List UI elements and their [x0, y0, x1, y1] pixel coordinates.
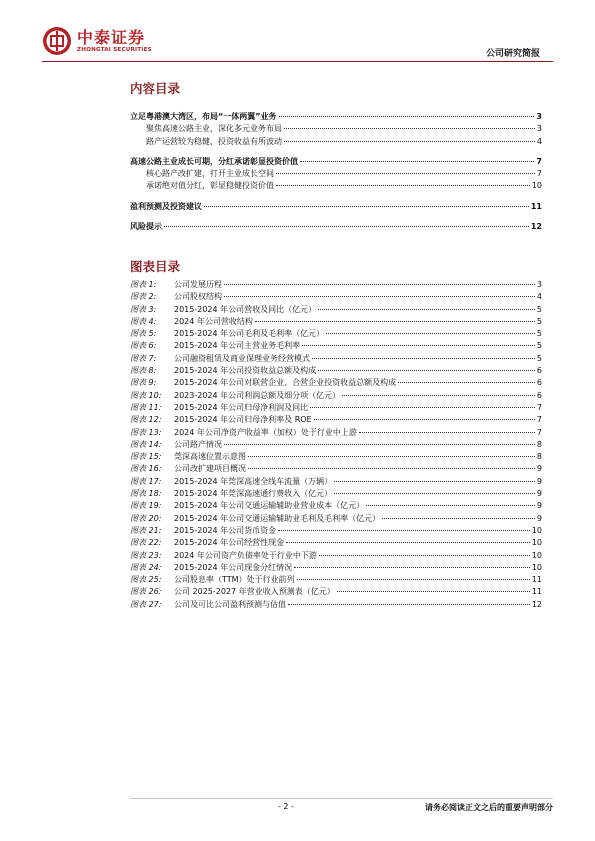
figure-entry-page: 8	[536, 439, 542, 449]
figure-entry[interactable]	[130, 562, 542, 574]
toc-entry-page: 4	[536, 136, 542, 146]
figure-entry[interactable]	[130, 513, 542, 525]
figure-entry-label: 公司改扩建项目概况	[174, 464, 246, 474]
dot-leader	[297, 579, 530, 580]
toc-entry-page: 3	[536, 112, 542, 121]
contents-list	[130, 111, 542, 233]
figure-entry[interactable]	[130, 451, 542, 463]
figure-entry-page: 10	[531, 538, 542, 548]
figure-entry-label: 2015-2024 年公司对联营企业、合营企业投资收益总额及构成	[174, 378, 397, 388]
figure-entry-page: 7	[536, 402, 542, 412]
figure-entry-page: 5	[536, 329, 542, 339]
dot-leader	[204, 206, 529, 207]
figure-entry[interactable]	[130, 291, 542, 303]
figure-entry-label: 2024 年公司净资产收益率（加权）处于行业中上游	[174, 427, 357, 437]
figure-entry-number: 图表 10:	[130, 390, 162, 400]
logo-english-name: ZHONGTAI SECURITIES	[77, 46, 152, 53]
figure-entry[interactable]	[130, 353, 542, 365]
figure-entry-number: 图表 9:	[130, 378, 157, 388]
dot-leader	[248, 456, 535, 457]
toc-entry[interactable]	[130, 168, 542, 180]
toc-entry-page: 7	[536, 169, 542, 179]
figure-entry-number: 图表 2:	[130, 292, 157, 302]
toc-entry-page: 12	[530, 222, 542, 232]
figure-entry-page: 5	[536, 316, 542, 326]
dot-leader	[288, 604, 530, 605]
disclaimer-note: 请务必阅读正文之后的重要声明部分	[425, 803, 553, 812]
figure-entry-page: 9	[536, 489, 542, 499]
figure-entry[interactable]	[130, 537, 542, 549]
figure-entry[interactable]	[130, 304, 542, 316]
figure-entry-page: 5	[536, 341, 542, 351]
figure-entry-label: 2015-2024 年公司归母净利润及同比	[174, 402, 309, 412]
dot-leader	[398, 382, 535, 383]
figure-entry-number: 图表 15:	[130, 452, 162, 462]
toc-entry[interactable]	[130, 111, 542, 123]
dot-leader	[224, 444, 535, 445]
figure-entry-page: 12	[531, 599, 542, 609]
figure-entry-page: 6	[536, 366, 542, 376]
figure-entry-label: 2024 年公司资产负债率处于行业中下游	[174, 550, 317, 560]
figure-entry-page: 9	[536, 476, 542, 486]
dot-leader	[312, 358, 535, 359]
figure-entry-label: 2015-2024 年公司货币资金	[174, 525, 277, 535]
figure-entry[interactable]	[130, 488, 542, 500]
toc-entry[interactable]	[130, 221, 542, 233]
figure-entry-label: 公司及可比公司盈利预测与估值	[174, 599, 286, 609]
figure-entry-label: 2015-2024 年公司归母净利率及 ROE	[174, 415, 312, 425]
toc-entry-label: 核心路产改扩建，打开主业成长空间	[146, 169, 274, 179]
figure-entry[interactable]	[130, 476, 542, 488]
figure-entry[interactable]	[130, 328, 542, 340]
figure-entry-label: 2015-2024 年公司投资收益总额及构成	[174, 366, 317, 376]
figure-entry[interactable]	[130, 525, 542, 537]
dot-leader	[284, 128, 535, 129]
figure-entry-label: 公司发展历程	[174, 280, 222, 289]
dot-leader	[318, 370, 535, 371]
toc-entry-label: 聚焦高速公路主业，深化多元业务布局	[146, 124, 282, 134]
dot-leader	[334, 481, 535, 482]
dot-leader	[276, 185, 530, 186]
dot-leader	[366, 505, 535, 506]
dot-leader	[255, 321, 535, 322]
dot-leader	[224, 296, 535, 297]
figure-entry-number: 图表 16:	[130, 464, 162, 474]
dot-leader	[314, 419, 535, 420]
figure-entry[interactable]	[130, 340, 542, 352]
figure-entry-number: 图表 11:	[130, 402, 162, 412]
dot-leader	[334, 493, 535, 494]
figure-entry[interactable]	[130, 500, 542, 512]
figure-entry-number: 图表 4:	[130, 316, 157, 326]
figure-entry[interactable]	[130, 365, 542, 377]
figure-entry-page: 7	[536, 415, 542, 425]
toc-entry[interactable]	[130, 180, 542, 192]
figure-entry-label: 莞深高速位置示意图	[174, 452, 246, 462]
figure-entry-number: 图表 18:	[130, 489, 162, 499]
figure-entry-label: 2015-2024 年莞深高速全线车流量（万辆）	[174, 476, 333, 486]
figure-entry-page: 4	[536, 292, 542, 302]
figure-entry-number: 图表 5:	[130, 329, 157, 339]
figure-entry-label: 2015-2024 年公司主营业务毛利率	[174, 341, 301, 351]
figure-entry[interactable]	[130, 414, 542, 426]
dot-leader	[276, 173, 535, 174]
figure-entry[interactable]	[130, 439, 542, 451]
figure-entry-number: 图表 7:	[130, 353, 157, 363]
toc-entry[interactable]	[130, 201, 542, 213]
dot-leader	[278, 530, 530, 531]
figure-entry[interactable]	[130, 377, 542, 389]
figure-entry[interactable]	[130, 316, 542, 328]
figures-title: 图表目录	[130, 259, 181, 274]
dot-leader	[382, 518, 535, 519]
figure-entry-label: 2015-2024 年公司营收及同比（亿元）	[174, 304, 317, 314]
figure-entry-number: 图表 21:	[130, 525, 162, 535]
figure-entry-page: 11	[531, 587, 542, 597]
figure-entry-number: 图表 23:	[130, 550, 162, 560]
toc-entry-label: 盈利预测及投资建议	[130, 201, 202, 211]
figure-entry-number: 图表 14:	[130, 439, 162, 449]
dot-leader	[164, 226, 529, 227]
figure-entry-number: 图表 22:	[130, 538, 162, 548]
dot-leader	[248, 468, 535, 469]
figure-entry-page: 5	[536, 353, 542, 363]
figure-entry-number: 图表 24:	[130, 562, 162, 572]
figure-entry-label: 2015-2024 年公司交通运输辅助业营业成本（亿元）	[174, 501, 365, 511]
toc-entry-page: 11	[530, 201, 542, 211]
figure-entry-page: 3	[536, 280, 542, 289]
dot-leader	[337, 591, 530, 592]
figure-entry-page: 8	[536, 452, 542, 462]
dot-leader	[224, 284, 535, 285]
zhongtai-logo-icon	[42, 26, 72, 56]
toc-entry-page: 10	[531, 181, 542, 191]
figure-entry[interactable]	[130, 463, 542, 475]
figure-entry-page: 7	[536, 427, 542, 437]
figure-entry-page: 6	[536, 378, 542, 388]
figure-entry-number: 图表 26:	[130, 587, 162, 597]
header-divider	[42, 61, 553, 62]
toc-entry-label: 路产运营较为稳健，投资收益有所波动	[146, 136, 282, 146]
figure-entry-label: 2015-2024 年公司经营性现金	[174, 538, 285, 548]
figure-entry-label: 2015-2024 年莞深高速通行费收入（亿元）	[174, 489, 333, 499]
figure-entry-label: 公司路产情况	[174, 439, 222, 449]
toc-entry[interactable]	[130, 156, 542, 168]
figure-entry-number: 图表 13:	[130, 427, 162, 437]
figure-entry-number: 图表 12:	[130, 415, 162, 425]
figure-entry-page: 10	[531, 562, 542, 572]
toc-entry-page: 7	[536, 156, 542, 166]
figure-entry-page: 9	[536, 501, 542, 511]
dot-leader	[279, 116, 535, 117]
figure-entry-label: 2015-2024 年公司毛利及毛利率（亿元）	[174, 329, 325, 339]
toc-entry-label: 高速公路主业成长可期，分红承诺彰显投资价值	[130, 156, 298, 166]
figure-entry-label: 2023-2024 年公司利润总额及细分项（亿元）	[174, 390, 341, 400]
figure-entry-number: 图表 6:	[130, 341, 157, 351]
toc-entry[interactable]	[130, 136, 542, 148]
figure-entry-number: 图表 27:	[130, 599, 162, 609]
logo-chinese-name: 中泰证券	[77, 27, 146, 47]
figure-entry-label: 公司 2025-2027 年营业收入预测表（亿元）	[174, 587, 335, 597]
report-type: 公司研究简报	[485, 49, 540, 59]
figure-entry[interactable]	[130, 599, 542, 611]
dot-leader	[284, 141, 535, 142]
figure-entry-label: 公司股息率（TTM）处于行业前列	[174, 575, 295, 585]
figure-entry[interactable]	[130, 402, 542, 414]
dot-leader	[300, 161, 534, 162]
figure-entry-number: 图表 19:	[130, 501, 162, 511]
figure-entry-label: 公司股权结构	[174, 292, 222, 302]
dot-leader	[326, 333, 535, 334]
figure-entry[interactable]	[130, 574, 542, 586]
toc-entry-page: 3	[536, 124, 542, 134]
dot-leader	[310, 407, 535, 408]
dot-leader	[286, 542, 530, 543]
figure-entry-label: 2015-2024 年公司现金分红情况	[174, 562, 293, 572]
figure-entry-page: 11	[531, 575, 542, 585]
figure-entry-number: 图表 20:	[130, 513, 162, 523]
figure-entry-page: 10	[531, 525, 542, 535]
figure-entry[interactable]	[130, 550, 542, 562]
figure-entry-page: 9	[536, 464, 542, 474]
contents-title: 内容目录	[130, 81, 181, 96]
dot-leader	[302, 345, 535, 346]
footer-divider	[130, 798, 553, 799]
page-number: - 2 -	[278, 802, 294, 811]
figure-entry-number: 图表 17:	[130, 476, 162, 486]
figure-entry-label: 2015-2024 年公司交通运输辅助业毛利及毛利率（亿元）	[174, 513, 381, 523]
figure-entry-number: 图表 25:	[130, 575, 162, 585]
figure-entry-label: 2024 年公司营收结构	[174, 316, 253, 326]
toc-entry-label: 风险提示	[130, 222, 162, 232]
figure-entry-number: 图表 1:	[130, 280, 157, 289]
dot-leader	[359, 432, 535, 433]
figure-entry[interactable]	[130, 586, 542, 598]
figure-entry-number: 图表 8:	[130, 366, 157, 376]
toc-entry-label: 立足粤港澳大湾区，布局“一体两翼”业务	[130, 112, 277, 121]
dot-leader	[318, 309, 535, 310]
figure-entry-page: 9	[536, 513, 542, 523]
figure-entry-page: 6	[536, 390, 542, 400]
figure-entry[interactable]	[130, 279, 542, 291]
company-logo	[42, 26, 152, 56]
dot-leader	[319, 555, 530, 556]
dot-leader	[294, 567, 530, 568]
figure-entry[interactable]	[130, 390, 542, 402]
figure-entry-label: 公司融资租赁及商业保理业务经营模式	[174, 353, 310, 363]
figure-entry[interactable]	[130, 427, 542, 439]
figure-entry-number: 图表 3:	[130, 304, 157, 314]
figures-list	[130, 279, 542, 611]
toc-entry-label: 承诺绝对值分红，彰显稳健投资价值	[146, 181, 274, 191]
figure-entry-page: 5	[536, 304, 542, 314]
toc-entry[interactable]	[130, 123, 542, 135]
figure-entry-page: 10	[531, 550, 542, 560]
dot-leader	[342, 395, 535, 396]
